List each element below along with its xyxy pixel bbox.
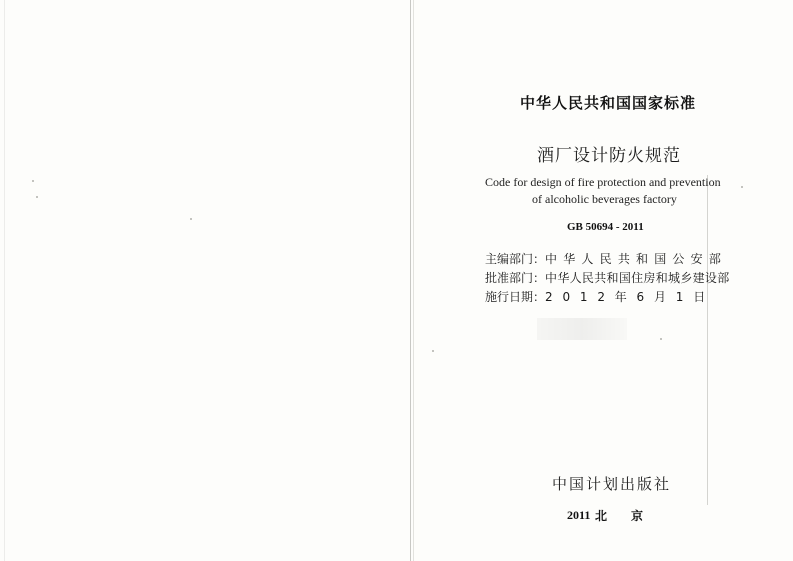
document-title-english-line-2: of alcoholic beverages factory bbox=[532, 192, 677, 206]
scan-speck bbox=[741, 186, 743, 188]
scan-smudge bbox=[537, 318, 627, 340]
effective-date-label: 施行日期： bbox=[485, 290, 546, 304]
effective-date-value: 2012年6月1日 bbox=[545, 290, 716, 304]
scan-speck bbox=[36, 196, 38, 198]
publication-year: 2011 bbox=[567, 508, 591, 522]
scan-speck bbox=[660, 338, 662, 340]
document-title-english-line-1: Code for design of fire protection and prevention bbox=[485, 175, 721, 189]
document-title-chinese: 酒厂设计防火规范 bbox=[537, 146, 681, 166]
editor-department-row bbox=[485, 250, 727, 267]
page-fold-line bbox=[410, 0, 411, 561]
editor-department-value: 中华人民共和国公安部 bbox=[545, 252, 728, 266]
approver-department-value: 中华人民共和国住房和城乡建设部 bbox=[545, 271, 730, 285]
page-fold-shadow bbox=[413, 0, 414, 561]
publisher-name: 中国计划出版社 bbox=[552, 475, 672, 493]
scan-speck bbox=[432, 350, 434, 352]
publication-city: 北京 bbox=[595, 509, 668, 523]
editor-department-label: 主编部门： bbox=[485, 252, 546, 266]
standard-series-title: 中华人民共和国国家标准 bbox=[520, 94, 697, 112]
page-edge-left bbox=[4, 0, 5, 561]
scan-speck bbox=[190, 218, 192, 220]
standard-number: GB 50694 - 2011 bbox=[567, 221, 644, 233]
approver-department-label: 批准部门： bbox=[485, 271, 546, 285]
effective-date-row bbox=[485, 288, 715, 305]
approver-department-row bbox=[485, 269, 730, 286]
scan-speck bbox=[32, 180, 34, 182]
scan-artifact-line bbox=[707, 175, 708, 505]
